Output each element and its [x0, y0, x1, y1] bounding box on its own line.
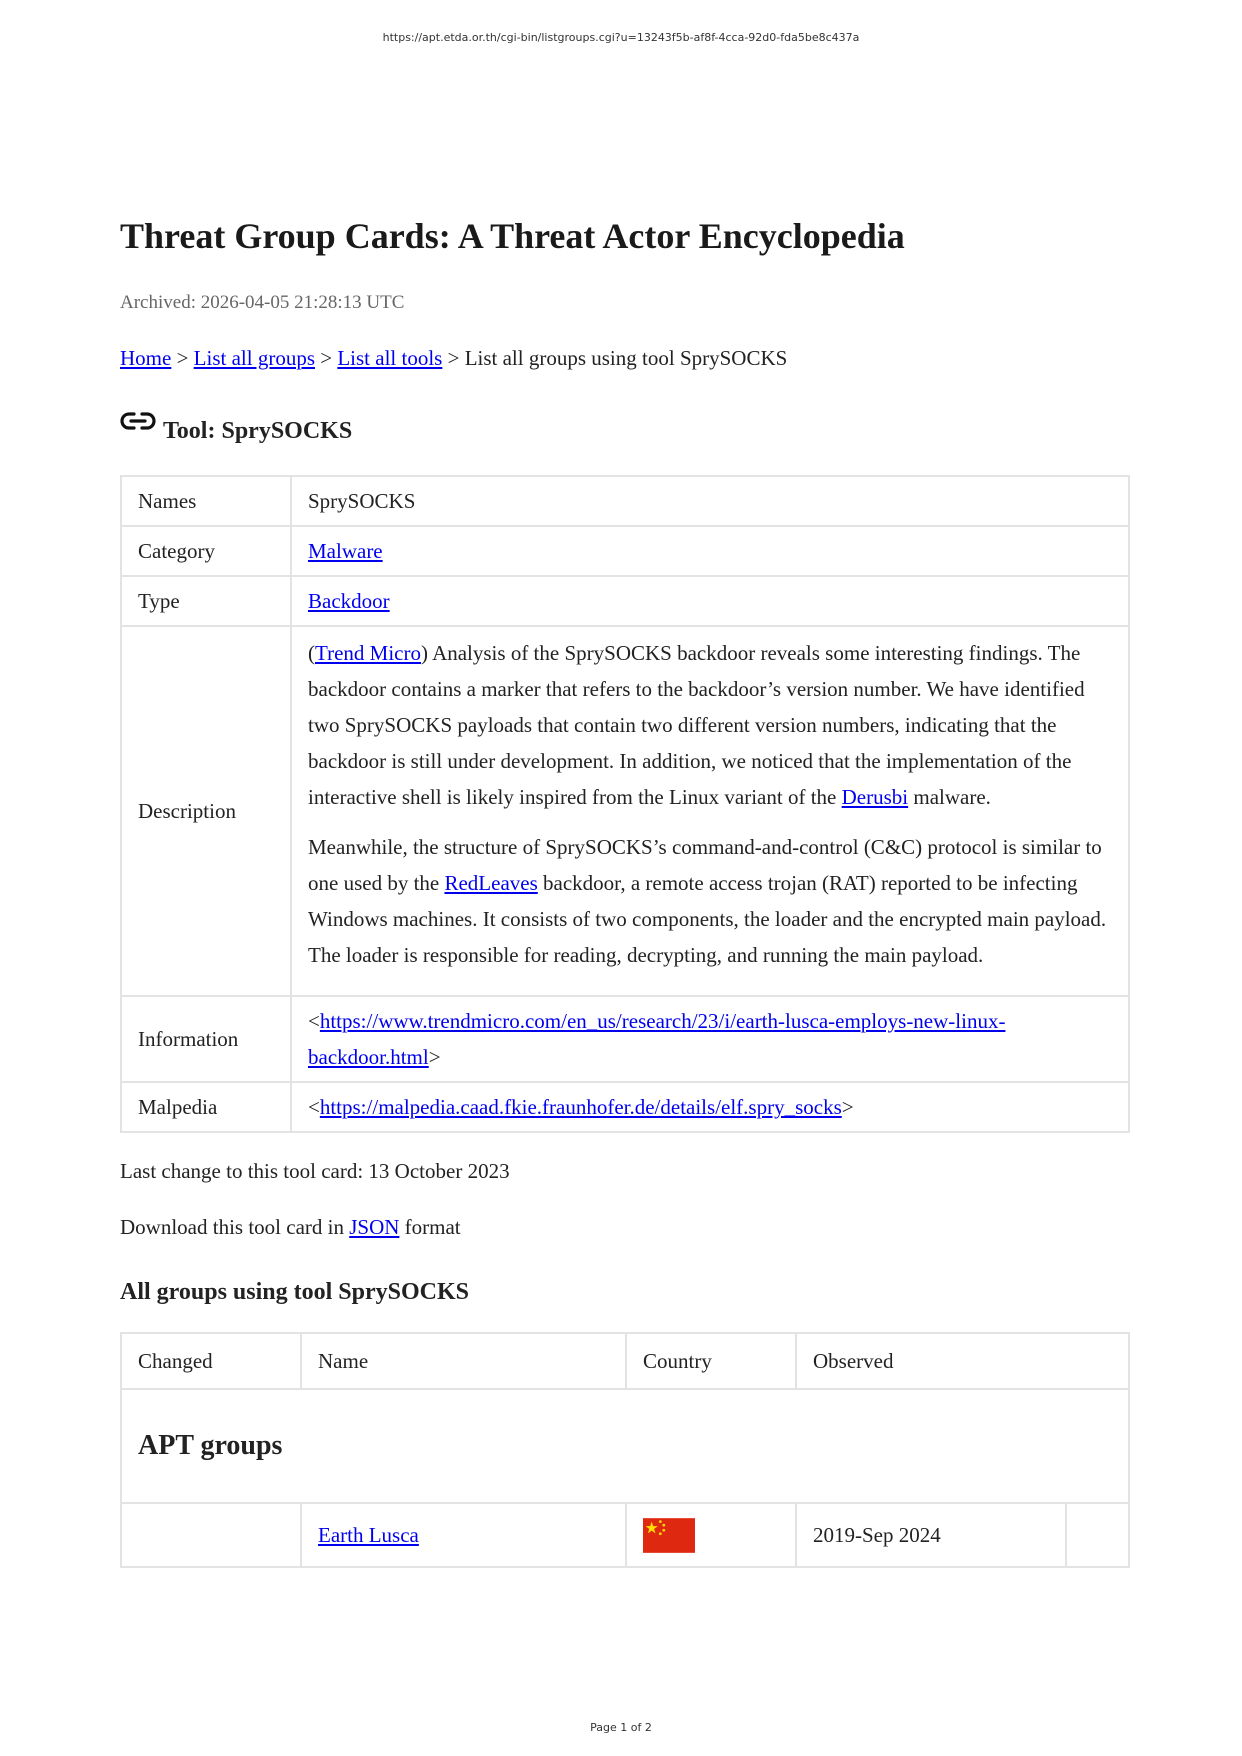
- breadcrumb-tools-link[interactable]: List all tools: [337, 346, 443, 370]
- tool-info-table: [120, 475, 1130, 1133]
- angle-bracket: >: [841, 1095, 854, 1119]
- description-text: ) Analysis of the SprySOCKS backdoor reveals some interesting findings. The backdoor contains a marker that refers to the backdoor’s version number. We have identified two SprySOCKS payloads that contain two different version numbers, indicating that the backdoor is still under development. In addition, we noticed that the implementation of the interactive shell is likely inspired from the Linux variant of the: [308, 641, 1085, 809]
- table-row: [121, 526, 1129, 576]
- changed-cell: [121, 1503, 301, 1567]
- groups-heading: All groups using tool SprySOCKS: [120, 1279, 469, 1305]
- breadcrumb-separator: >: [320, 346, 333, 370]
- download-text: format: [399, 1215, 461, 1239]
- column-header-country[interactable]: Country: [626, 1333, 796, 1389]
- groups-table: [120, 1332, 1130, 1568]
- table-row: [121, 476, 1129, 526]
- breadcrumb-separator: >: [176, 346, 189, 370]
- group-link[interactable]: Earth Lusca: [318, 1522, 419, 1547]
- breadcrumb-groups-link[interactable]: List all groups: [193, 346, 315, 370]
- tool-title: Tool: SprySOCKS: [163, 418, 353, 444]
- description-paragraph: [308, 829, 1112, 973]
- name-cell: [301, 1503, 626, 1567]
- extra-cell: [1066, 1503, 1129, 1567]
- information-label: Information: [121, 996, 291, 1082]
- description-text: backdoor, a remote access trojan (RAT) reported to be infecting Windows machines. It consists of two components, the loader and the encrypted main payload. The loader is responsible for reading, decrypting, and running the main payload.: [308, 871, 1107, 967]
- table-header-row: [121, 1333, 1129, 1389]
- category-link[interactable]: Malware: [308, 539, 383, 563]
- table-row: [121, 576, 1129, 626]
- table-row: [121, 996, 1129, 1082]
- main-content: [120, 212, 1130, 1568]
- description-value: [291, 626, 1129, 996]
- breadcrumb-separator: >: [447, 346, 460, 370]
- breadcrumb-home-link[interactable]: Home: [120, 346, 172, 370]
- redleaves-link[interactable]: RedLeaves: [444, 871, 538, 895]
- china-flag-icon: [643, 1518, 695, 1553]
- malpedia-label: Malpedia: [121, 1082, 291, 1132]
- derusbi-link[interactable]: Derusbi: [841, 785, 909, 809]
- archived-timestamp: Archived: 2026-04-05 21:28:13 UTC: [120, 292, 405, 313]
- angle-bracket: >: [428, 1045, 441, 1069]
- description-text: (: [308, 641, 315, 665]
- section-row: [121, 1389, 1129, 1503]
- malpedia-link[interactable]: https://malpedia.caad.fkie.fraunhofer.de/details/elf.spry_socks: [319, 1095, 842, 1119]
- category-label: Category: [121, 526, 291, 576]
- names-value: SprySOCKS: [291, 476, 1129, 526]
- description-label: Description: [121, 626, 291, 996]
- country-cell: [626, 1503, 796, 1567]
- observed-cell: 2019-Sep 2024: [796, 1503, 1066, 1567]
- page-title: Threat Group Cards: A Threat Actor Encyclopedia: [120, 216, 905, 256]
- breadcrumb-current: List all groups using tool SprySOCKS: [464, 346, 788, 370]
- json-download-link[interactable]: JSON: [349, 1215, 400, 1239]
- description-paragraph: [308, 635, 1112, 815]
- breadcrumb: [120, 344, 1130, 372]
- column-header-name[interactable]: Name: [301, 1333, 626, 1389]
- download-line: [120, 1213, 1130, 1241]
- trend-micro-link[interactable]: Trend Micro: [315, 641, 421, 665]
- angle-bracket: <: [308, 1009, 320, 1033]
- section-title: APT groups: [121, 1389, 1129, 1503]
- table-row: [121, 1503, 1129, 1567]
- names-label: Names: [121, 476, 291, 526]
- column-header-observed[interactable]: Observed: [796, 1333, 1129, 1389]
- last-change: Last change to this tool card: 13 October 2023: [120, 1159, 510, 1183]
- information-value: [291, 996, 1129, 1082]
- tool-heading: [120, 406, 1130, 450]
- link-icon[interactable]: [120, 410, 156, 432]
- malpedia-value: [291, 1082, 1129, 1132]
- angle-bracket: <: [308, 1095, 320, 1119]
- url-header: https://apt.etda.or.th/cgi-bin/listgroups.cgi?u=13243f5b-af8f-4cca-92d0-fda5be8c437a: [382, 31, 860, 44]
- type-link[interactable]: Backdoor: [308, 589, 390, 613]
- type-label: Type: [121, 576, 291, 626]
- description-text: malware.: [908, 785, 991, 809]
- column-header-changed[interactable]: Changed: [121, 1333, 301, 1389]
- page-number: Page 1 of 2: [590, 1721, 652, 1734]
- table-row: [121, 1082, 1129, 1132]
- description-text: Meanwhile, the structure of SprySOCKS’s command-and-control (C&C) protocol is similar to one used by the: [308, 835, 1102, 895]
- information-link[interactable]: https://www.trendmicro.com/en_us/research/23/i/earth-lusca-employs-new-linux-backdoor.html: [308, 1009, 1006, 1069]
- download-text: Download this tool card in: [120, 1215, 350, 1239]
- table-row: [121, 626, 1129, 996]
